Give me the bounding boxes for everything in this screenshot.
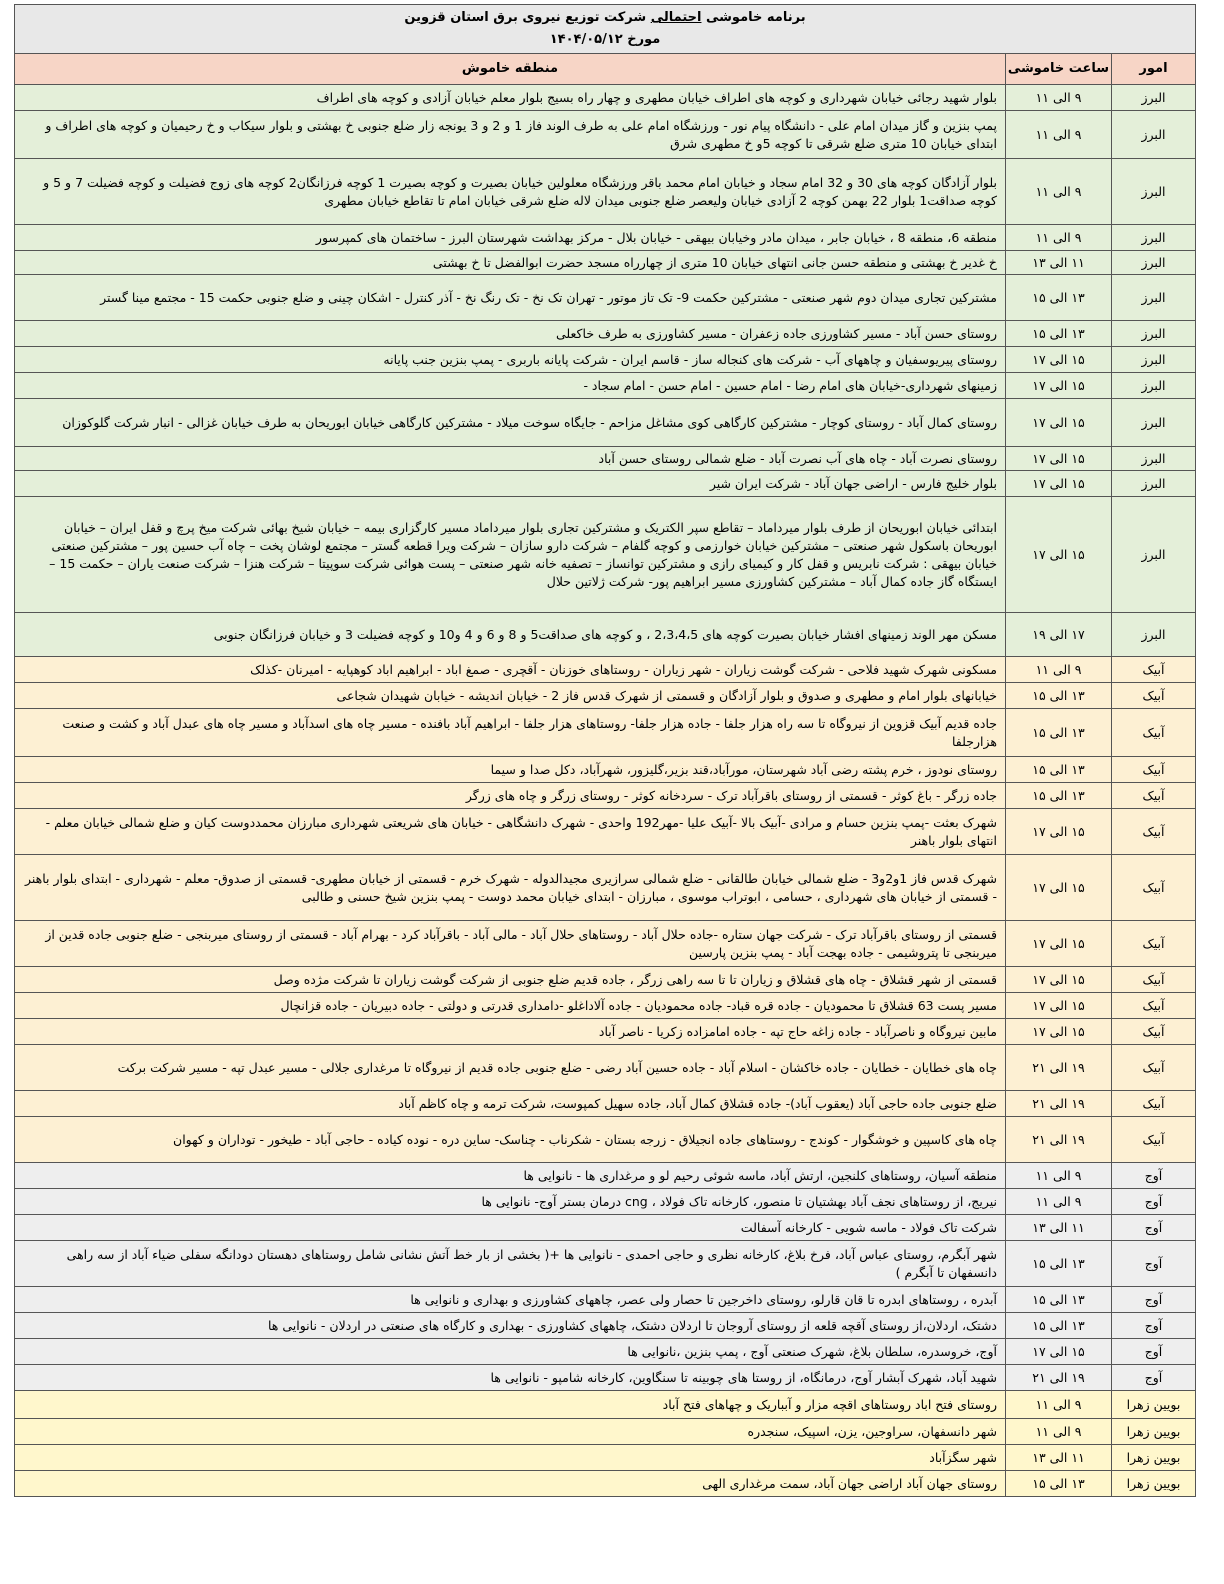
omur-cell: آبیک: [1112, 1019, 1196, 1045]
time-cell: ۱۳ الی ۱۵: [1006, 709, 1112, 757]
area-cell: جاده زرگر - باغ کوثر - قسمتی از روستای باقرآباد ترک - سردخانه کوثر - روستای زرگر و چاه های زرگر: [15, 783, 1006, 809]
area-cell: مسکونی شهرک شهید فلاحی - شرکت گوشت زیاران - شهر زیاران - روستاهای خوزنان - آقچری - صمغ اباد - ابراهیم اباد کوهپایه - امیرنان -کذلک: [15, 657, 1006, 683]
omur-cell: آوج: [1112, 1287, 1196, 1313]
table-row: [15, 373, 1196, 399]
omur-cell: آوج: [1112, 1313, 1196, 1339]
omur-cell: آبیک: [1112, 783, 1196, 809]
omur-cell: البرز: [1112, 613, 1196, 657]
area-cell: شهید آباد، شهرک آبشار آوج، درمانگاه، از روستا های چوبینه تا سنگاوین، کارخانه شامپو - نانوایی ها: [15, 1365, 1006, 1391]
time-cell: ۹ الی ۱۱: [1006, 159, 1112, 225]
area-cell: آبدره ، روستاهای ابدره تا قان قارلو، روستای داخرجین تا حصار ولی عصر، چاههای کشاورزی و بهداری و نانوایی ها: [15, 1287, 1006, 1313]
time-cell: ۱۵ الی ۱۷: [1006, 967, 1112, 993]
omur-cell: البرز: [1112, 225, 1196, 251]
table-row: [15, 497, 1196, 613]
omur-cell: البرز: [1112, 321, 1196, 347]
time-cell: ۱۳ الی ۱۵: [1006, 321, 1112, 347]
omur-cell: آبیک: [1112, 921, 1196, 967]
omur-cell: البرز: [1112, 159, 1196, 225]
table-row: [15, 1419, 1196, 1445]
time-cell: ۱۱ الی ۱۳: [1006, 1215, 1112, 1241]
omur-cell: البرز: [1112, 85, 1196, 111]
time-cell: ۱۵ الی ۱۷: [1006, 399, 1112, 447]
area-cell: منطقه 6، منطقه 8 ، خیابان جابر ، میدان مادر وخیابان بیهقی - خیابان بلال - مرکز بهداشت شهرستان البرز - ساختمان های کمپرسور: [15, 225, 1006, 251]
area-cell: چاه های خطایان - خطایان - جاده خاکشان - اسلام آباد - جاده حسین آباد رضی - ضلع جنوبی جاده قدیم از نیروگاه تا مرغداری جلالی - مسیر عبدل تپه - مسیر شرکت برکت: [15, 1045, 1006, 1091]
area-cell: بلوار آزادگان کوچه های 30 و 32 امام سجاد و خیابان امام محمد باقر ورزشگاه معلولین خیابان بصیرت و کوچه بصیرت 1 کوچه فرزانگان2 کوچه های زوج فضیلت و کوچه فضیلت 7 و 5 و کوچه صداقت1 بلوار 22 بهمن کوچه 2 آزادی خیابان ولیعصر ضلع جنوبی میدان لاله ضلع شرقی خیابان امام تا تقاطع خیابان مطهری: [15, 159, 1006, 225]
area-cell: شهرک قدس فاز 1و2و3 - ضلع شمالی خیابان طالقانی - ضلع شمالی سرازیری مجیدالدوله - شهرک خرم - قسمتی از خیابان مطهری- قسمتی از صدوق- معلم - شهرداری - ابتدای بلوار باهنر - قسمتی از خیابان های شهرداری ، حسامی ، ابوتراب موسوی ، مبارزان - ابتدای خیابان محمد دوست - پمپ بنزین شیخ حسنی و طالبی: [15, 855, 1006, 921]
area-cell: قسمتی از روستای باقرآباد ترک - شرکت جهان ستاره -جاده حلال آباد - روستاهای حلال آباد - مالی آباد - باقرآباد کرد - بهرام آباد - قسمتی از روستای میربنجی - ضلع جنوبی جاده قدین از میربنجی تا پتروشیمی - جاده بهجت آباد - پمپ بنزین پارسین: [15, 921, 1006, 967]
table-row: [15, 1445, 1196, 1471]
area-cell: شهر آبگرم، روستای عباس آباد، فرخ بلاغ، کارخانه نظری و حاجی احمدی - نانوایی ها +( بخشی از بار خط آتش نشانی شامل روستاهای دهستان دودانگه سفلی ضیاء آباد از سه راهی دانسفهان تا آبگرم ): [15, 1241, 1006, 1287]
area-cell: شهرک بعثت -پمپ بنزین حسام و مرادی -آبیک بالا -آبیک علیا -مهر192 واحدی - شهرک دانشگاهی - خیابان های شریعتی شهرداری مبارزان محمددوست کیان و ضلع شمالی خیابان معلم - انتهای بلوار باهنر: [15, 809, 1006, 855]
omur-cell: آبیک: [1112, 855, 1196, 921]
title-underlined-word: احتمالی: [650, 10, 702, 25]
column-header-omur: امور: [1112, 54, 1196, 85]
omur-cell: البرز: [1112, 497, 1196, 613]
omur-cell: آبیک: [1112, 967, 1196, 993]
time-cell: ۱۱ الی ۱۳: [1006, 251, 1112, 275]
time-cell: ۱۹ الی ۲۱: [1006, 1365, 1112, 1391]
time-cell: ۱۳ الی ۱۵: [1006, 1313, 1112, 1339]
area-cell: منطقه آسیان، روستاهای کلنجین، ارتش آباد، ماسه شوئی رحیم لو و مرغداری ها - نانوایی ها: [15, 1163, 1006, 1189]
area-cell: آوج، خروسدره، سلطان بلاغ، شهرک صنعتی آوج ، پمپ بنزین ،نانوایی ها: [15, 1339, 1006, 1365]
omur-cell: البرز: [1112, 399, 1196, 447]
omur-cell: البرز: [1112, 111, 1196, 159]
time-cell: ۱۵ الی ۱۷: [1006, 993, 1112, 1019]
column-header-row: [15, 54, 1196, 85]
time-cell: ۱۳ الی ۱۵: [1006, 1241, 1112, 1287]
omur-cell: آوج: [1112, 1241, 1196, 1287]
table-row: [15, 1189, 1196, 1215]
time-cell: ۱۵ الی ۱۷: [1006, 471, 1112, 497]
time-cell: ۱۵ الی ۱۷: [1006, 447, 1112, 471]
area-cell: دشتک، اردلان،از روستای آقچه قلعه از روستای آروجان تا اردلان دشتک، چاههای کشاورزی - بهداری و کارگاه های صنعتی در اردلان - نانوایی ها: [15, 1313, 1006, 1339]
area-cell: زمینهای شهرداری-خیابان های امام رضا - امام حسین - امام حسن - امام سجاد -: [15, 373, 1006, 399]
area-cell: قسمتی از شهر قشلاق - چاه های قشلاق و زیاران تا تا سه راهی زرگر ، جاده قدیم ضلع جنوبی از شرکت گوشت زیاران تا شرکت مژده وصل: [15, 967, 1006, 993]
time-cell: ۹ الی ۱۱: [1006, 1189, 1112, 1215]
date-line: مورخ ۱۴۰۴/۰۵/۱۲: [549, 32, 661, 47]
omur-cell: البرز: [1112, 373, 1196, 399]
time-cell: ۱۹ الی ۲۱: [1006, 1045, 1112, 1091]
area-cell: ابتدائی خیابان ابوریحان از طرف بلوار میرداماد – تقاطع سپر الکتریک و مشترکین تجاری بلوار میرداماد مسیر کارگزاری بیمه – خیابان شیخ بهائی شرکت میخ پرچ و قفل ایران – خیابان ابوریحان باسکول شهر صنعتی – مشترکین خیابان خوارزمی و کوچه گلفام – شرکت دارو سازان – شرکت ویرا قطعه گستر – مجتمع لوشان پخت – چاه آب حسین پور – مشترکین صنعتی خیابان بیهقی : شرکت نابریس و قفل کار و کیمیای رازی و مشترکین توانساز – تصفیه خانه شهر صنعتی – پست هوائی شرکت سوپیتا – شرکت هنزا – شرکت صنعت یاران – حکمت 15 – ایستگاه گاز جاده کمال آباد – مشترکین کشاورزی مسیر ابراهیم پور- شرکت ژلاتین حلال: [15, 497, 1006, 613]
page-title: [15, 7, 1195, 29]
table-row: [15, 1019, 1196, 1045]
time-cell: ۱۵ الی ۱۷: [1006, 1339, 1112, 1365]
table-row: [15, 809, 1196, 855]
title-part-1: برنامه خاموشی: [701, 10, 806, 25]
time-cell: ۹ الی ۱۱: [1006, 111, 1112, 159]
table-row: [15, 1117, 1196, 1163]
time-cell: ۱۵ الی ۱۷: [1006, 809, 1112, 855]
area-cell: روستای نودوز ، خرم پشته رضی آباد شهرستان، مورآباد،قند بزیر،گلیزور، شهرآباد، دکل صدا و سیما: [15, 757, 1006, 783]
omur-cell: آبیک: [1112, 657, 1196, 683]
area-cell: روستای کمال آباد - روستای کوچار - مشترکین کارگاهی کوی مشاغل مزاحم - جایگاه سوخت میلاد - مشترکین کارگاهی خیابان ابوریحان به طرف خیابان غزالی - انبار شرکت گلوکوزان: [15, 399, 1006, 447]
title-row: [15, 5, 1196, 54]
table-row: [15, 1215, 1196, 1241]
table-row: [15, 709, 1196, 757]
time-cell: ۹ الی ۱۱: [1006, 1419, 1112, 1445]
omur-cell: البرز: [1112, 275, 1196, 321]
table-row: [15, 757, 1196, 783]
table-row: [15, 225, 1196, 251]
omur-cell: البرز: [1112, 447, 1196, 471]
area-cell: بلوار شهید رجائی خیابان شهرداری و کوچه های اطراف خیابان مطهری و چهار راه بسیج بلوار معلم خیابان آزادی و کوچه های اطراف: [15, 85, 1006, 111]
column-header-time: ساعت خاموشی: [1006, 54, 1112, 85]
omur-cell: آبیک: [1112, 809, 1196, 855]
time-cell: ۹ الی ۱۱: [1006, 1391, 1112, 1419]
table-row: [15, 1339, 1196, 1365]
time-cell: ۱۳ الی ۱۵: [1006, 1287, 1112, 1313]
table-row: [15, 1391, 1196, 1419]
omur-cell: آوج: [1112, 1365, 1196, 1391]
table-row: [15, 111, 1196, 159]
omur-cell: بویین زهرا: [1112, 1471, 1196, 1497]
omur-cell: آوج: [1112, 1215, 1196, 1241]
table-row: [15, 251, 1196, 275]
time-cell: ۱۹ الی ۲۱: [1006, 1117, 1112, 1163]
area-cell: خ غدیر خ بهشتی و منطقه حسن جانی انتهای خیابان 10 متری از چهارراه مسجد حضرت ابوالفضل تا خ بهشتی: [15, 251, 1006, 275]
area-cell: بلوار خلیج فارس - اراضی جهان آباد - شرکت ایران شیر: [15, 471, 1006, 497]
table-row: [15, 1365, 1196, 1391]
area-cell: شهر سگزآباد: [15, 1445, 1006, 1471]
omur-cell: آبیک: [1112, 993, 1196, 1019]
omur-cell: آبیک: [1112, 1045, 1196, 1091]
omur-cell: آبیک: [1112, 1117, 1196, 1163]
time-cell: ۱۵ الی ۱۷: [1006, 347, 1112, 373]
title-part-2: شرکت توزیع نیروی برق استان قزوین: [404, 10, 651, 25]
area-cell: خیابانهای بلوار امام و مطهری و صدوق و بلوار آزادگان و قسمتی از شهرک قدس فاز 2 - خیابان اندیشه - خیابان شهیدان شجاعی: [15, 683, 1006, 709]
table-row: [15, 275, 1196, 321]
area-cell: روستای نصرت آباد - چاه های آب نصرت آباد - ضلع شمالی روستای حسن آباد: [15, 447, 1006, 471]
time-cell: ۱۵ الی ۱۷: [1006, 497, 1112, 613]
omur-cell: بویین زهرا: [1112, 1445, 1196, 1471]
omur-cell: آبیک: [1112, 757, 1196, 783]
table-row: [15, 967, 1196, 993]
table-body: [15, 85, 1196, 1497]
table-row: [15, 447, 1196, 471]
area-cell: روستای پیریوسفیان و چاههای آب - شرکت های کنجاله ساز - قاسم ایران - شرکت پایانه باربری - پمپ بنزین جنب پایانه: [15, 347, 1006, 373]
time-cell: ۱۳ الی ۱۵: [1006, 757, 1112, 783]
area-cell: پمپ بنزین و گاز میدان امام علی - دانشگاه پیام نور - ورزشگاه امام علی به طرف الوند فاز 1 و 2 و 3 یونجه زار ضلع جنوبی خ بهشتی و بلوار سیکاب و خ رحیمیان و کوچه های اطراف و ابتدای خیابان 10 متری ضلع شرقی تا کوچه 5و خ مطهری شرق: [15, 111, 1006, 159]
time-cell: ۹ الی ۱۱: [1006, 1163, 1112, 1189]
table-row: [15, 471, 1196, 497]
area-cell: چاه های کاسپین و خوشگوار - کوندج - روستاهای جاده انجیلاق - زرجه بستان - شکرناب - چناسک- ساین دره - نوده کیاده - حاجی آباد - طیخور - توداران و کهوان: [15, 1117, 1006, 1163]
time-cell: ۱۵ الی ۱۷: [1006, 921, 1112, 967]
area-cell: روستای جهان آباد اراضی جهان آباد، سمت مرغداری الهی: [15, 1471, 1006, 1497]
table-row: [15, 683, 1196, 709]
table-row: [15, 347, 1196, 373]
omur-cell: آوج: [1112, 1189, 1196, 1215]
time-cell: ۱۵ الی ۱۷: [1006, 855, 1112, 921]
area-cell: ضلع جنوبی جاده حاجی آباد (یعقوب آباد)- جاده قشلاق کمال آباد، جاده سهیل کمپوست، شرکت ترمه و چاه کاظم آباد: [15, 1091, 1006, 1117]
table-row: [15, 85, 1196, 111]
time-cell: ۹ الی ۱۱: [1006, 657, 1112, 683]
time-cell: ۱۳ الی ۱۵: [1006, 275, 1112, 321]
omur-cell: بویین زهرا: [1112, 1419, 1196, 1445]
omur-cell: البرز: [1112, 251, 1196, 275]
table-row: [15, 1287, 1196, 1313]
table-row: [15, 1471, 1196, 1497]
time-cell: ۱۵ الی ۱۷: [1006, 373, 1112, 399]
table-row: [15, 855, 1196, 921]
omur-cell: آبیک: [1112, 709, 1196, 757]
table-row: [15, 321, 1196, 347]
outage-table: [14, 4, 1196, 1497]
area-cell: مابین نیروگاه و ناصرآباد - جاده زاغه حاج تپه - جاده امامزاده زکریا - ناصر آباد: [15, 1019, 1006, 1045]
area-cell: شهر دانسفهان، سراوجین، یزن، اسپیک، سنجدره: [15, 1419, 1006, 1445]
area-cell: مسکن مهر الوند زمینهای افشار خیابان بصیرت کوچه های 2،3،4،5 ، و کوچه های صداقت5 و 8 و 6 و 4 و10 و کوچه فضیلت 3 و خیابان فرزانگان جنوبی: [15, 613, 1006, 657]
omur-cell: آبیک: [1112, 1091, 1196, 1117]
table-row: [15, 993, 1196, 1019]
area-cell: روستای حسن آباد - مسیر کشاورزی جاده زعفران - مسیر کشاورزی به طرف خاکعلی: [15, 321, 1006, 347]
table-row: [15, 1313, 1196, 1339]
table-row: [15, 921, 1196, 967]
table-row: [15, 159, 1196, 225]
time-cell: ۹ الی ۱۱: [1006, 225, 1112, 251]
area-cell: شرکت تاک فولاد - ماسه شویی - کارخانه آسفالت: [15, 1215, 1006, 1241]
time-cell: ۱۳ الی ۱۵: [1006, 683, 1112, 709]
omur-cell: آوج: [1112, 1163, 1196, 1189]
table-row: [15, 657, 1196, 683]
time-cell: ۱۷ الی ۱۹: [1006, 613, 1112, 657]
table-row: [15, 399, 1196, 447]
time-cell: ۱۵ الی ۱۷: [1006, 1019, 1112, 1045]
time-cell: ۱۳ الی ۱۵: [1006, 1471, 1112, 1497]
table-row: [15, 613, 1196, 657]
outage-sheet: [14, 4, 1196, 1497]
title-cell: [15, 5, 1196, 54]
area-cell: مشترکین تجاری میدان دوم شهر صنعتی - مشترکین حکمت 9- تک تاز موتور - تهران تک نخ - تک رنگ نخ - آذر کنترل - اشکان چینی و ضلع جنوبی حکمت 15 - مجتمع مینا گستر: [15, 275, 1006, 321]
area-cell: روستای فتح اباد روستاهای اقچه مزار و آبباریک و چهاهای فتح آباد: [15, 1391, 1006, 1419]
column-header-area: منطقه خاموش: [15, 54, 1006, 85]
area-cell: نیریج، از روستاهای نجف آباد بهشتیان تا منصور، کارخانه تاک فولاد ، cng درمان بستر آوج- نانوایی ها: [15, 1189, 1006, 1215]
time-cell: ۹ الی ۱۱: [1006, 85, 1112, 111]
omur-cell: بویین زهرا: [1112, 1391, 1196, 1419]
area-cell: مسیر پست 63 قشلاق تا محمودیان - جاده قره قباد- جاده محمودیان - جاده آلاداغلو -دامداری قدرتی و دولتی - جاده دبیریان - جاده قزانچال: [15, 993, 1006, 1019]
time-cell: ۱۱ الی ۱۳: [1006, 1445, 1112, 1471]
omur-cell: البرز: [1112, 347, 1196, 373]
area-cell: جاده قدیم آبیک قزوین از نیروگاه تا سه راه هزار جلفا - جاده هزار جلفا- روستاهای هزار جلفا - ابراهیم آباد بافنده - مسیر چاه های اسدآباد و مسیر چاه های عبدل آباد و کشت و صنعت هزارجلفا: [15, 709, 1006, 757]
table-row: [15, 783, 1196, 809]
table-row: [15, 1091, 1196, 1117]
time-cell: ۱۹ الی ۲۱: [1006, 1091, 1112, 1117]
time-cell: ۱۳ الی ۱۵: [1006, 783, 1112, 809]
omur-cell: البرز: [1112, 471, 1196, 497]
table-row: [15, 1045, 1196, 1091]
table-row: [15, 1163, 1196, 1189]
omur-cell: آوج: [1112, 1339, 1196, 1365]
omur-cell: آبیک: [1112, 683, 1196, 709]
table-row: [15, 1241, 1196, 1287]
